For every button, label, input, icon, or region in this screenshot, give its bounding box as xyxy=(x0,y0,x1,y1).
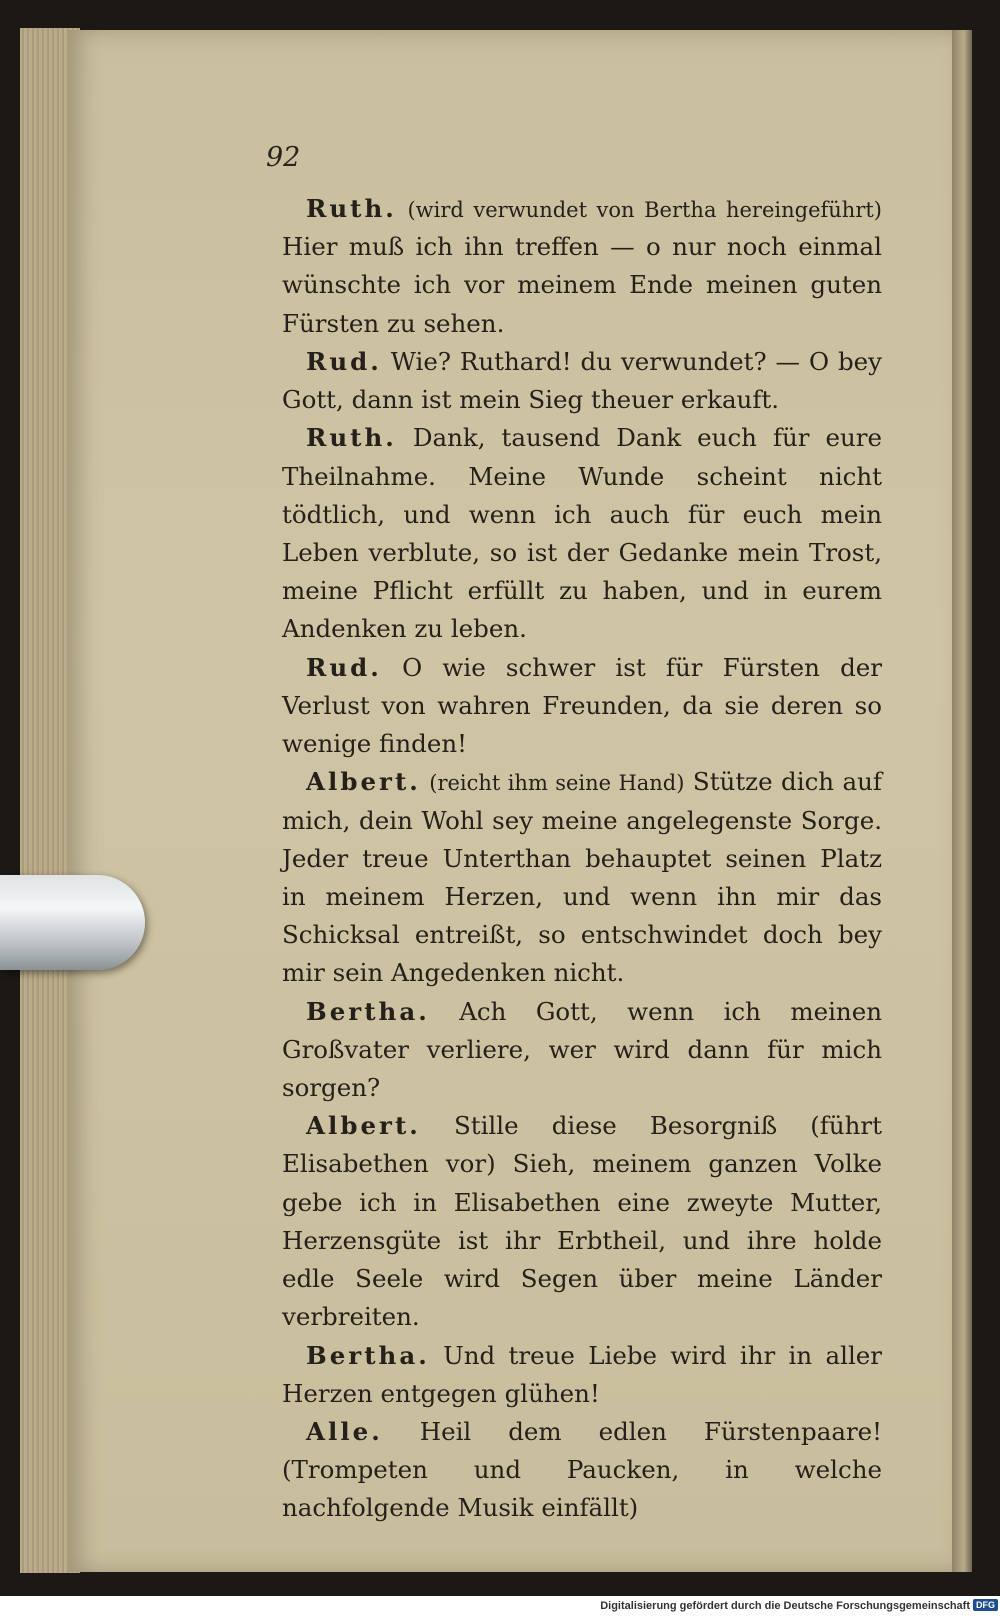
speech-text: Hier muß ich ihn treffen — o nur noch einmal wünschte ich vor meinem Ende meinen guten Fürsten zu sehen. xyxy=(282,232,882,338)
speech-text: Ach Gott, wenn ich meinen Großvater verliere, wer wird dann für mich sorgen? xyxy=(282,996,882,1103)
speaker-name: Albert. xyxy=(306,1111,421,1141)
speaker-name: Bertha. xyxy=(306,996,430,1026)
speech-text: Stille diese Besorgniß (führt Elisabethen vor) Sieh, meinem ganzen Volke gebe ich in Elisabethen eine zweyte Mutter, Herzensgüte ist ihr Erbtheil, und ihre holde edle Seele wird Segen über meine Länder verbreiten. xyxy=(282,1111,882,1332)
funding-credit: Digitalisierung gefördert durch die Deutsche Forschungsgemeinschaft xyxy=(600,1600,970,1612)
speech-text: Und treue Liebe wird ihr in aller Herzen entgegen glühen! xyxy=(282,1340,882,1408)
speech xyxy=(282,190,882,343)
speech-text: Wie? Ruthard! du verwundet? — O bey Gott, dann ist mein Sieg theuer erkauft. xyxy=(282,346,882,415)
speech xyxy=(282,993,882,1108)
speech xyxy=(282,763,882,992)
page-number: 92 xyxy=(266,142,301,173)
speaker-name: Bertha. xyxy=(306,1340,430,1370)
speech xyxy=(282,1337,882,1413)
stage-direction: (wird verwundet von Bertha hereingeführt) xyxy=(407,198,883,222)
facing-page-edge xyxy=(952,30,972,1572)
speech xyxy=(282,419,882,648)
speech-text: Stütze dich auf mich, dein Wohl sey meine angelegenste Sorge. Jeder treue Unterthan behauptet seinen Platz in meinem Herzen, und wenn ihn mir das Schicksal entreißt, so entschwindet doch bey mir sein Angedenken nicht. xyxy=(282,767,882,988)
speech xyxy=(282,1107,882,1336)
speech-text: Dank, tausend Dank euch für eure Theilnahme. Meine Wunde scheint nicht tödtlich, und wenn ich auch für euch mein Leben verblute, so ist der Gedanke mein Trost, meine Pflicht erfüllt zu haben, und in eurem Andenken zu leben. xyxy=(282,423,882,644)
speaker-name: Rud. xyxy=(306,652,382,682)
speech-list xyxy=(282,190,882,1528)
speaker-name: Rud. xyxy=(306,346,382,376)
stage-direction: (reicht ihm seine Hand) xyxy=(429,771,685,796)
book-clip xyxy=(0,875,145,970)
dfg-logo: DFG xyxy=(973,1599,998,1611)
speech xyxy=(282,1413,882,1528)
speaker-name: Alle. xyxy=(306,1417,383,1446)
speech-text: Heil dem edlen Fürstenpaare! (Trompeten und Paucken, in welche nachfolgende Musik einfällt) xyxy=(282,1417,882,1523)
speech xyxy=(282,343,882,419)
speech xyxy=(282,649,882,764)
footer-bar xyxy=(0,1596,1000,1616)
speech-text: O wie schwer ist für Fürsten der Verlust von wahren Freunden, da sie deren so wenige finden! xyxy=(282,652,882,759)
speaker-name: Ruth. xyxy=(306,423,397,453)
speaker-name: Ruth. xyxy=(306,194,397,223)
speaker-name: Albert. xyxy=(306,767,421,797)
